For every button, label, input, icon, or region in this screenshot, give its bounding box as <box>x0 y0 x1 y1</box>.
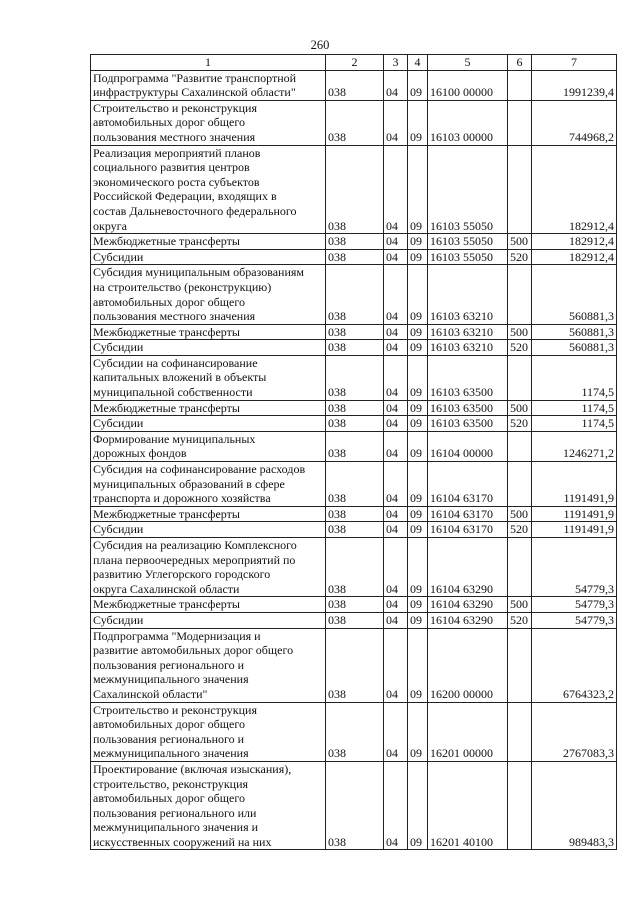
row-name: Реализация мероприятий планов социального развития центров экономического роста субъектов Российской Федерации, входящих в состав Дальневосточного федерального округа <box>91 145 326 234</box>
row-name: Межбюджетные трансферты <box>91 597 326 613</box>
row-expense-type: 500 <box>508 324 532 340</box>
row-amount: 182912,4 <box>532 234 617 250</box>
row-subsection: 09 <box>408 462 428 507</box>
row-admin-code: 038 <box>326 265 384 324</box>
row-section: 04 <box>384 522 408 538</box>
row-admin-code: 038 <box>326 431 384 461</box>
row-target-article: 16103 55050 <box>428 234 508 250</box>
row-target-article: 16100 00000 <box>428 70 508 100</box>
row-section: 04 <box>384 100 408 145</box>
row-subsection: 09 <box>408 416 428 432</box>
row-expense-type <box>508 702 532 761</box>
table-row <box>91 538 617 597</box>
row-target-article: 16103 55050 <box>428 145 508 234</box>
row-admin-code: 038 <box>326 416 384 432</box>
header-col-6: 6 <box>508 55 532 71</box>
row-amount: 182912,4 <box>532 249 617 265</box>
row-section: 04 <box>384 702 408 761</box>
row-section: 04 <box>384 265 408 324</box>
row-subsection: 09 <box>408 324 428 340</box>
header-col-2: 2 <box>326 55 384 71</box>
row-admin-code: 038 <box>326 597 384 613</box>
row-admin-code: 038 <box>326 324 384 340</box>
row-subsection: 09 <box>408 597 428 613</box>
row-target-article: 16201 40100 <box>428 761 508 850</box>
row-name: Строительство и реконструкция автомобильных дорог общего пользования регионального и межмуниципального значения <box>91 702 326 761</box>
table-row <box>91 597 617 613</box>
row-subsection: 09 <box>408 249 428 265</box>
row-section: 04 <box>384 400 408 416</box>
row-amount: 54779,3 <box>532 597 617 613</box>
row-section: 04 <box>384 416 408 432</box>
row-target-article: 16103 55050 <box>428 249 508 265</box>
row-name: Межбюджетные трансферты <box>91 324 326 340</box>
row-admin-code: 038 <box>326 400 384 416</box>
row-admin-code: 038 <box>326 340 384 356</box>
header-row <box>91 55 617 71</box>
row-name: Субсидии <box>91 612 326 628</box>
row-name: Формирование муниципальных дорожных фондов <box>91 431 326 461</box>
table-row <box>91 628 617 702</box>
row-amount: 54779,3 <box>532 538 617 597</box>
row-expense-type <box>508 628 532 702</box>
row-section: 04 <box>384 70 408 100</box>
row-subsection: 09 <box>408 234 428 250</box>
row-name: Субсидии <box>91 416 326 432</box>
row-expense-type: 500 <box>508 400 532 416</box>
row-subsection: 09 <box>408 612 428 628</box>
row-section: 04 <box>384 249 408 265</box>
header-col-5: 5 <box>428 55 508 71</box>
row-name: Проектирование (включая изыскания), строительство, реконструкция автомобильных дорог общего пользования регионального или межмуниципального значения и искусственных сооружений на них <box>91 761 326 850</box>
row-target-article: 16103 63500 <box>428 400 508 416</box>
row-subsection: 09 <box>408 355 428 400</box>
row-expense-type <box>508 265 532 324</box>
page-number: 260 <box>310 38 330 52</box>
row-subsection: 09 <box>408 538 428 597</box>
row-target-article: 16104 63170 <box>428 522 508 538</box>
row-amount: 1174,5 <box>532 400 617 416</box>
row-admin-code: 038 <box>326 145 384 234</box>
row-target-article: 16103 63210 <box>428 324 508 340</box>
row-section: 04 <box>384 761 408 850</box>
row-name: Субсидии <box>91 522 326 538</box>
row-section: 04 <box>384 462 408 507</box>
row-name: Межбюджетные трансферты <box>91 400 326 416</box>
row-section: 04 <box>384 612 408 628</box>
row-amount: 989483,3 <box>532 761 617 850</box>
table-row <box>91 462 617 507</box>
row-admin-code: 038 <box>326 462 384 507</box>
row-admin-code: 038 <box>326 522 384 538</box>
row-name: Субсидия муниципальным образованиям на строительство (реконструкцию) автомобильных дорог общего пользования местного значения <box>91 265 326 324</box>
row-expense-type: 500 <box>508 234 532 250</box>
row-target-article: 16201 00000 <box>428 702 508 761</box>
row-target-article: 16104 63290 <box>428 597 508 613</box>
row-target-article: 16200 00000 <box>428 628 508 702</box>
row-amount: 2767083,3 <box>532 702 617 761</box>
table-row <box>91 249 617 265</box>
row-admin-code: 038 <box>326 628 384 702</box>
row-target-article: 16104 63290 <box>428 612 508 628</box>
row-subsection: 09 <box>408 506 428 522</box>
row-subsection: 09 <box>408 761 428 850</box>
row-subsection: 09 <box>408 100 428 145</box>
row-admin-code: 038 <box>326 100 384 145</box>
row-section: 04 <box>384 234 408 250</box>
row-subsection: 09 <box>408 702 428 761</box>
row-section: 04 <box>384 431 408 461</box>
header-col-7: 7 <box>532 55 617 71</box>
row-target-article: 16104 00000 <box>428 431 508 461</box>
row-expense-type: 520 <box>508 340 532 356</box>
table-row <box>91 761 617 850</box>
row-target-article: 16103 63500 <box>428 416 508 432</box>
row-section: 04 <box>384 538 408 597</box>
table-row <box>91 702 617 761</box>
row-admin-code: 038 <box>326 234 384 250</box>
row-name: Строительство и реконструкция автомобильных дорог общего пользования местного значения <box>91 100 326 145</box>
row-subsection: 09 <box>408 70 428 100</box>
row-target-article: 16104 63290 <box>428 538 508 597</box>
row-name: Субсидии <box>91 340 326 356</box>
table-row <box>91 400 617 416</box>
row-target-article: 16103 63210 <box>428 265 508 324</box>
row-name: Субсидия на реализацию Комплексного плана первоочередных мероприятий по развитию Углегорского городского округа Сахалинской области <box>91 538 326 597</box>
row-admin-code: 038 <box>326 355 384 400</box>
row-admin-code: 038 <box>326 506 384 522</box>
row-admin-code: 038 <box>326 612 384 628</box>
table-row <box>91 506 617 522</box>
table-row <box>91 265 617 324</box>
row-amount: 1191491,9 <box>532 462 617 507</box>
row-section: 04 <box>384 340 408 356</box>
row-amount: 560881,3 <box>532 340 617 356</box>
row-amount: 560881,3 <box>532 265 617 324</box>
row-name: Подпрограмма "Модернизация и развитие автомобильных дорог общего пользования регионального и межмуниципального значения Сахалинской области" <box>91 628 326 702</box>
row-section: 04 <box>384 628 408 702</box>
row-name: Межбюджетные трансферты <box>91 506 326 522</box>
row-subsection: 09 <box>408 628 428 702</box>
header-col-1: 1 <box>91 55 326 71</box>
row-amount: 1246271,2 <box>532 431 617 461</box>
row-name: Межбюджетные трансферты <box>91 234 326 250</box>
row-amount: 560881,3 <box>532 324 617 340</box>
row-expense-type <box>508 355 532 400</box>
row-admin-code: 038 <box>326 249 384 265</box>
row-admin-code: 038 <box>326 70 384 100</box>
row-name: Субсидии <box>91 249 326 265</box>
row-expense-type <box>508 761 532 850</box>
header-col-3: 3 <box>384 55 408 71</box>
table-row <box>91 70 617 100</box>
row-amount: 1174,5 <box>532 355 617 400</box>
row-subsection: 09 <box>408 265 428 324</box>
row-amount: 1991239,4 <box>532 70 617 100</box>
row-subsection: 09 <box>408 340 428 356</box>
row-expense-type <box>508 145 532 234</box>
table-row <box>91 324 617 340</box>
row-expense-type: 500 <box>508 597 532 613</box>
table-row <box>91 522 617 538</box>
row-expense-type: 520 <box>508 522 532 538</box>
row-expense-type <box>508 431 532 461</box>
row-target-article: 16103 00000 <box>428 100 508 145</box>
row-subsection: 09 <box>408 431 428 461</box>
table-row <box>91 416 617 432</box>
table-row <box>91 340 617 356</box>
table-row <box>91 612 617 628</box>
table-row <box>91 145 617 234</box>
row-amount: 744968,2 <box>532 100 617 145</box>
row-admin-code: 038 <box>326 538 384 597</box>
row-expense-type: 520 <box>508 249 532 265</box>
row-section: 04 <box>384 324 408 340</box>
row-name: Подпрограмма "Развитие транспортной инфраструктуры Сахалинской области" <box>91 70 326 100</box>
table-row <box>91 431 617 461</box>
table-row <box>91 355 617 400</box>
row-subsection: 09 <box>408 400 428 416</box>
row-expense-type <box>508 538 532 597</box>
header-col-4: 4 <box>408 55 428 71</box>
row-section: 04 <box>384 506 408 522</box>
row-target-article: 16103 63500 <box>428 355 508 400</box>
row-expense-type: 520 <box>508 416 532 432</box>
row-section: 04 <box>384 597 408 613</box>
row-target-article: 16103 63210 <box>428 340 508 356</box>
row-amount: 54779,3 <box>532 612 617 628</box>
row-expense-type <box>508 70 532 100</box>
budget-table <box>90 54 617 850</box>
table-row <box>91 234 617 250</box>
row-section: 04 <box>384 355 408 400</box>
row-amount: 182912,4 <box>532 145 617 234</box>
row-name: Субсидия на софинансирование расходов муниципальных образований в сфере транспорта и дорожного хозяйства <box>91 462 326 507</box>
row-amount: 1191491,9 <box>532 522 617 538</box>
row-expense-type: 500 <box>508 506 532 522</box>
row-expense-type: 520 <box>508 612 532 628</box>
row-subsection: 09 <box>408 522 428 538</box>
row-admin-code: 038 <box>326 702 384 761</box>
row-amount: 1191491,9 <box>532 506 617 522</box>
row-name: Субсидии на софинансирование капитальных вложений в объекты муниципальной собственности <box>91 355 326 400</box>
row-target-article: 16104 63170 <box>428 462 508 507</box>
row-subsection: 09 <box>408 145 428 234</box>
table-row <box>91 100 617 145</box>
row-amount: 6764323,2 <box>532 628 617 702</box>
row-section: 04 <box>384 145 408 234</box>
row-target-article: 16104 63170 <box>428 506 508 522</box>
row-admin-code: 038 <box>326 761 384 850</box>
row-amount: 1174,5 <box>532 416 617 432</box>
row-expense-type <box>508 462 532 507</box>
row-expense-type <box>508 100 532 145</box>
